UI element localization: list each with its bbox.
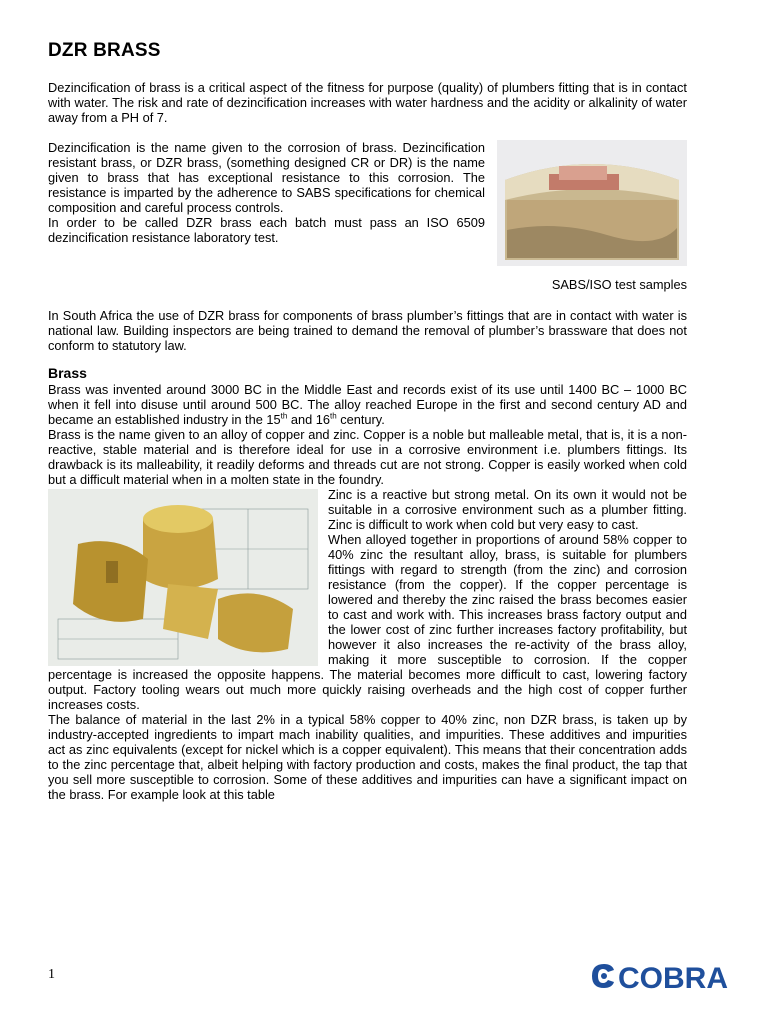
figure-caption: SABS/ISO test samples (551, 277, 687, 292)
paragraph-south-africa: In South Africa the use of DZR brass for components of brass plumber’s fittings that are in contact with water is national law. Building inspectors are being trained to demand the removal of plumber’s brassware that does not conform to statutory law. (48, 308, 687, 353)
paragraph-dezincification: Dezincification is the name given to the corrosion of brass. Dezincification resistant brass, or DZR brass, (something designed CR or DR) is the name given to brass that has exceptional resistance to this corrosion. The resistance is imparted by the adherence to SABS specifications for chemical composition and careful process controls. (48, 140, 485, 215)
paragraph-iso-test: In order to be called DZR brass each batch must pass an ISO 6509 dezincification resistance laboratory test. (48, 215, 485, 245)
test-samples-photo (497, 140, 687, 266)
paragraph-zinc: Zinc is a reactive but strong metal. On its own it would not be suitable in a corrosive environment such as a plumber fitting. Zinc is difficult to work when cold but very easy to cast. (328, 487, 687, 532)
paragraph-brass-history: Brass was invented around 3000 BC in the Middle East and records exist of its use until 1400 BC – 1000 BC when it fell into disuse until around 500 BC. The alloy reached Europe in the first and second century AD and became an established industry in the 15th and 16th century. (48, 382, 687, 427)
document-page (48, 40, 687, 802)
test-samples-figure (497, 140, 687, 292)
page-number: 1 (48, 967, 55, 982)
section-heading-brass: Brass (48, 365, 87, 381)
paragraph-additives: The balance of material in the last 2% in a typical 58% copper to 40% zinc, non DZR brass, is taken up by industry-accepted ingredients to impart mach inability qualities, and impurities. These additives and impurities act as zinc equivalents (except for nickel which is a copper equivalent). This means that their concentration adds to the zinc percentage that, albeit helping with factory production and costs, makes the final product, the tap that you sell more susceptible to corrosion. Some of these additives and impurities can have a significant impact on the brass. For example look at this table (48, 712, 687, 802)
intro-paragraph: Dezincification of brass is a critical aspect of the fitness for purpose (quality) of plumbers fitting that is in contact with water. The risk and rate of dezincification increases with water hardness and the acidity or alkalinity of water away from a PH of 7. (48, 80, 687, 125)
cobra-logo (588, 958, 740, 994)
page-title: DZR BRASS (48, 40, 161, 61)
brass-fittings-photo (48, 489, 318, 666)
paragraph-alloy-proportions: When alloyed together in proportions of around 58% copper to 40% zinc the resultant alloy, brass, is suitable for plumbers fittings with regard to strength (from the zinc) and corrosion resistance (from the copper). If the copper percentage is lowered and thereby the zinc raised the brass becomes easier to cast and work with. This increases brass factory output and the lower cost of zinc further increases factory profitability, but however it also increases the re-activity of the brass alloy, making it more susceptible to corrosion. If the copper percentage is increased the opposite happens. The material becomes more difficult to cast, lowering factory output. Factory tooling wears out much more quickly raising overheads and the high cost of copper further increases costs. (48, 532, 687, 712)
logo-wordmark: COBRA (618, 962, 728, 994)
paragraph-brass-definition: Brass is the name given to an alloy of copper and zinc. Copper is a noble but malleable metal, that is, it is a non-reactive, stable material and is therefore ideal for use in a corrosive environment i.e. plumbers fittings. Its drawback is its malleability, it readily deforms and threads cut are not strong. Copper is easily worked when cold but a difficult material when in a molten state in the foundry. (48, 427, 687, 487)
